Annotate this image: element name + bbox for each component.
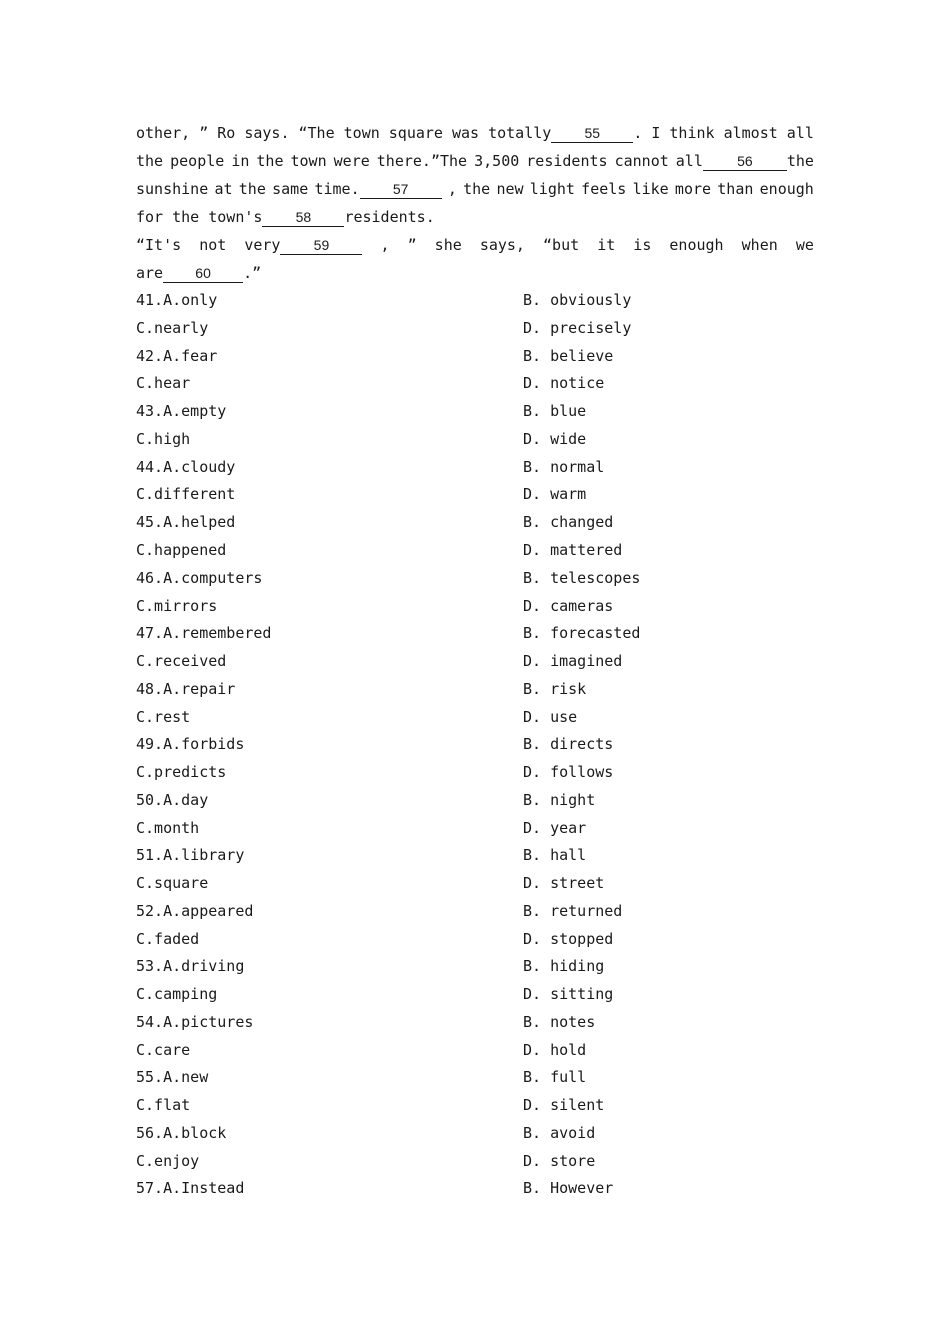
- option-57-b: B. However: [523, 1179, 614, 1197]
- passage-line-6: [136, 263, 814, 283]
- option-55-d: D. silent: [523, 1096, 605, 1114]
- option-52-c: C.faded: [136, 930, 200, 948]
- option-41-b: B. obviously: [523, 291, 632, 309]
- passage-word: light: [529, 180, 575, 198]
- blank-55: 55: [551, 125, 633, 143]
- option-50-b: B. night: [523, 791, 596, 809]
- blank-60: 60: [163, 265, 243, 283]
- option-53-a: 53.A.driving: [136, 957, 245, 975]
- option-46-d: D. cameras: [523, 597, 614, 615]
- passage-word: “The: [298, 124, 335, 142]
- passage-word: sunshine: [136, 180, 209, 198]
- passage-word: ”: [199, 124, 209, 142]
- option-49-c: C.predicts: [136, 763, 227, 781]
- option-56-a: 56.A.block: [136, 1124, 227, 1142]
- option-52-d: D. stopped: [523, 930, 614, 948]
- passage-word: we: [795, 236, 814, 254]
- option-45-c: C.happened: [136, 541, 227, 559]
- passage-word: ”: [407, 236, 417, 254]
- passage-word: all: [786, 124, 814, 142]
- passage-line-1: [136, 123, 814, 143]
- option-46-b: B. telescopes: [523, 569, 641, 587]
- option-43-d: D. wide: [523, 430, 587, 448]
- option-54-d: D. hold: [523, 1041, 587, 1059]
- option-54-c: C.care: [136, 1041, 191, 1059]
- option-48-b: B. risk: [523, 680, 587, 698]
- option-51-a: 51.A.library: [136, 846, 245, 864]
- passage-word: “but: [543, 236, 580, 254]
- passage-word: than: [717, 180, 754, 198]
- passage-word: “It's: [136, 236, 182, 254]
- option-42-d: D. notice: [523, 374, 605, 392]
- passage-word-with-blank: all 56 the: [675, 152, 814, 170]
- option-50-a: 50.A.day: [136, 791, 209, 809]
- passage-word: Ro: [217, 124, 236, 142]
- passage-word: I: [651, 124, 661, 142]
- passage-word: not: [199, 236, 227, 254]
- passage-word: were: [333, 152, 370, 170]
- option-53-d: D. sitting: [523, 985, 614, 1003]
- passage-word: is: [633, 236, 652, 254]
- option-48-a: 48.A.repair: [136, 680, 236, 698]
- passage-word: people: [170, 152, 225, 170]
- passage-line-2: [136, 151, 814, 171]
- option-44-c: C.different: [136, 485, 236, 503]
- option-41-c: C.nearly: [136, 319, 209, 337]
- passage-word: says,: [479, 236, 525, 254]
- passage-word: are: [136, 264, 164, 282]
- passage-word: other,: [136, 124, 191, 142]
- option-54-b: B. notes: [523, 1013, 596, 1031]
- option-42-a: 42.A.fear: [136, 347, 218, 365]
- passage-line-4: [136, 207, 814, 227]
- option-43-c: C.high: [136, 430, 191, 448]
- option-41-a: 41.A.only: [136, 291, 218, 309]
- option-55-a: 55.A.new: [136, 1068, 209, 1086]
- option-55-b: B. full: [523, 1068, 587, 1086]
- option-46-a: 46.A.computers: [136, 569, 263, 587]
- passage-word: says.: [244, 124, 290, 142]
- passage-word: the: [136, 152, 164, 170]
- passage-word: the: [256, 152, 284, 170]
- option-49-b: B. directs: [523, 735, 614, 753]
- option-51-c: C.square: [136, 874, 209, 892]
- passage-word: ,: [380, 236, 390, 254]
- option-41-d: D. precisely: [523, 319, 632, 337]
- option-48-d: D. use: [523, 708, 578, 726]
- option-45-b: B. changed: [523, 513, 614, 531]
- passage-word: .”: [243, 264, 262, 282]
- option-53-c: C.camping: [136, 985, 218, 1003]
- passage-word: there.”The: [376, 152, 468, 170]
- passage-word: it: [597, 236, 616, 254]
- passage-word: almost: [723, 124, 778, 142]
- option-51-b: B. hall: [523, 846, 587, 864]
- option-56-d: D. store: [523, 1152, 596, 1170]
- option-51-d: D. street: [523, 874, 605, 892]
- option-52-a: 52.A.appeared: [136, 902, 254, 920]
- blank-56: 56: [703, 153, 787, 171]
- option-49-a: 49.A.forbids: [136, 735, 245, 753]
- option-49-d: D. follows: [523, 763, 614, 781]
- passage-line-3: [136, 179, 814, 199]
- passage-word: same: [272, 180, 309, 198]
- option-50-c: C.month: [136, 819, 200, 837]
- passage-word-with-blank: totally 55 .: [488, 124, 643, 142]
- passage-word: think: [669, 124, 715, 142]
- passage-word: in: [231, 152, 250, 170]
- passage-word: the: [238, 180, 266, 198]
- passage-word: was: [451, 124, 480, 142]
- option-42-b: B. believe: [523, 347, 614, 365]
- passage-word: residents: [526, 152, 608, 170]
- option-56-c: C.enjoy: [136, 1152, 200, 1170]
- passage-word: at: [214, 180, 233, 198]
- option-44-a: 44.A.cloudy: [136, 458, 236, 476]
- passage-word: town: [290, 152, 327, 170]
- passage-word: 3,500: [474, 152, 520, 170]
- option-47-c: C.received: [136, 652, 227, 670]
- option-42-c: C.hear: [136, 374, 191, 392]
- passage-word: town: [343, 124, 380, 142]
- blank-57: 57: [360, 181, 442, 199]
- option-54-a: 54.A.pictures: [136, 1013, 254, 1031]
- passage-word: like: [632, 180, 669, 198]
- option-53-b: B. hiding: [523, 957, 605, 975]
- option-47-d: D. imagined: [523, 652, 623, 670]
- passage-word: enough: [669, 236, 724, 254]
- passage-word: residents.: [344, 208, 435, 226]
- option-50-d: D. year: [523, 819, 587, 837]
- passage-word-with-blank: very 59: [244, 235, 362, 255]
- blank-59: 59: [280, 237, 362, 255]
- blank-58: 58: [262, 209, 344, 227]
- passage-word: ,: [447, 180, 457, 198]
- passage-word: more: [674, 180, 712, 198]
- option-45-d: D. mattered: [523, 541, 623, 559]
- passage-line-5: [136, 235, 814, 255]
- option-44-d: D. warm: [523, 485, 587, 503]
- option-57-a: 57.A.Instead: [136, 1179, 245, 1197]
- option-44-b: B. normal: [523, 458, 605, 476]
- option-46-c: C.mirrors: [136, 597, 218, 615]
- option-47-a: 47.A.remembered: [136, 624, 272, 642]
- option-56-b: B. avoid: [523, 1124, 596, 1142]
- passage-word: when: [741, 236, 778, 254]
- passage-word: square: [388, 124, 443, 142]
- option-47-b: B. forecasted: [523, 624, 641, 642]
- passage-word: cannot: [614, 152, 669, 170]
- passage-word: for the town's: [136, 208, 263, 226]
- option-55-c: C.flat: [136, 1096, 191, 1114]
- option-52-b: B. returned: [523, 902, 623, 920]
- passage-word: new: [496, 180, 524, 198]
- option-45-a: 45.A.helped: [136, 513, 236, 531]
- passage-word: she: [434, 236, 462, 254]
- option-48-c: C.rest: [136, 708, 191, 726]
- option-43-a: 43.A.empty: [136, 402, 227, 420]
- option-43-b: B. blue: [523, 402, 587, 420]
- passage-word: enough: [759, 180, 814, 198]
- passage-word: the: [463, 180, 491, 198]
- passage-word-with-blank: time. 57: [314, 179, 441, 199]
- passage-word: feels: [581, 180, 627, 198]
